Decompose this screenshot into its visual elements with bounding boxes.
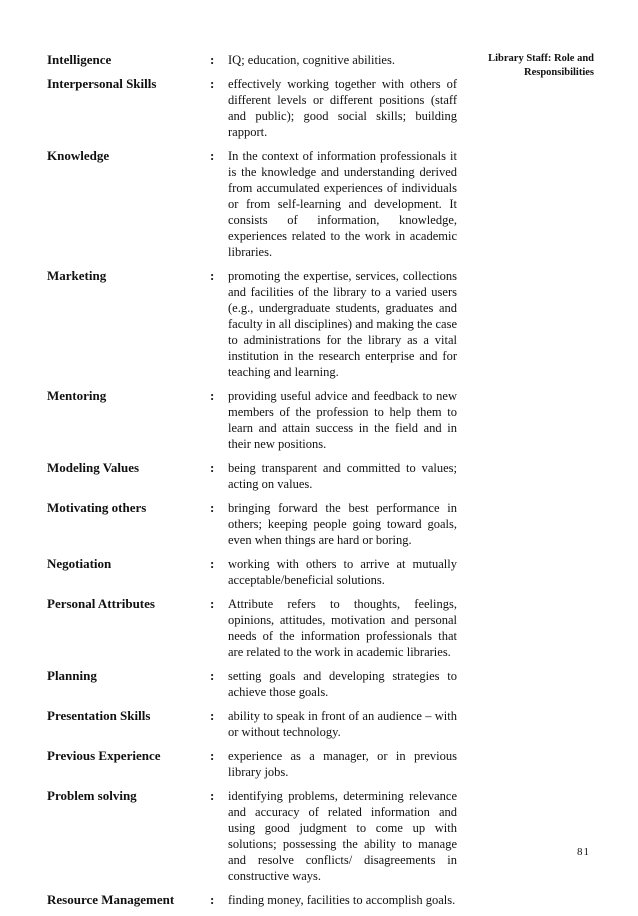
glossary-term: Modeling Values [47, 460, 140, 475]
term-separator: : [210, 892, 215, 907]
page-number: 81 [577, 846, 590, 858]
term-separator: : [210, 52, 215, 67]
glossary-definition: identifying problems, determining relevance and accuracy of related information and using good judgment to come up with solutions; possessing the ability to manage and resolve conflicts/ disagreements in constructive ways. [228, 789, 457, 883]
glossary-term: Resource Management [47, 892, 175, 907]
glossary-entry [47, 76, 457, 140]
glossary-entry [47, 668, 457, 700]
glossary-entry [47, 788, 457, 884]
glossary-definition: IQ; education, cognitive abilities. [228, 53, 395, 67]
glossary-definition: Attribute refers to thoughts, feelings, opinions, attitudes, motivation and personal needs of the information professionals that are related to the work in academic libraries. [228, 597, 457, 659]
term-separator: : [210, 596, 215, 611]
running-header: Library Staff: Role and Responsibilities [488, 53, 594, 78]
glossary-term: Knowledge [47, 148, 110, 163]
glossary-definition: bringing forward the best performance in others; keeping people going toward goals, even when things are hard or boring. [228, 501, 457, 547]
glossary-definition: working with others to arrive at mutually acceptable/beneficial solutions. [228, 557, 457, 587]
glossary-term: Intelligence [47, 52, 112, 67]
glossary-term: Marketing [47, 268, 107, 283]
glossary-term: Mentoring [47, 388, 107, 403]
term-separator: : [210, 460, 215, 475]
glossary-definition: In the context of information professionals it is the knowledge and understanding derived from accumulated experiences of individuals or from self-learning and development. It consists of information, knowledge, experiences related to the work in academic libraries. [228, 149, 457, 259]
glossary-term: Previous Experience [47, 748, 161, 763]
glossary-term: Personal Attributes [47, 596, 155, 611]
glossary-term: Negotiation [47, 556, 112, 571]
glossary-entry [47, 892, 457, 908]
glossary-entry [47, 556, 457, 588]
glossary-definition: experience as a manager, or in previous library jobs. [228, 749, 457, 779]
glossary-term: Planning [47, 668, 97, 683]
glossary-term: Interpersonal Skills [47, 76, 157, 91]
glossary-definition: ability to speak in front of an audience – with or without technology. [228, 709, 457, 739]
glossary-entry [47, 52, 457, 68]
term-separator: : [210, 788, 215, 803]
glossary-entry [47, 460, 457, 492]
term-separator: : [210, 388, 215, 403]
term-separator: : [210, 556, 215, 571]
glossary-definition: finding money, facilities to accomplish goals. [228, 893, 456, 907]
glossary-entry [47, 268, 457, 380]
glossary-term: Problem solving [47, 788, 137, 803]
term-separator: : [210, 268, 215, 283]
term-separator: : [210, 748, 215, 763]
glossary-definition: providing useful advice and feedback to new members of the profession to help them to learn and attain success in the field and in their new positions. [228, 389, 457, 451]
glossary-term: Motivating others [47, 500, 147, 515]
glossary-definition: promoting the expertise, services, collections and facilities of the library to a varied users (e.g., undergraduate students, graduates and faculty in all disciplines) and making the case to administrations for the library as a vital institution in the research enterprise and for teaching and learning. [228, 269, 457, 379]
glossary-entry [47, 748, 457, 780]
term-separator: : [210, 708, 215, 723]
glossary-list [47, 52, 457, 916]
glossary-definition: being transparent and committed to values; acting on values. [228, 461, 457, 491]
glossary-entry [47, 708, 457, 740]
term-separator: : [210, 76, 215, 91]
term-separator: : [210, 668, 215, 683]
glossary-definition: effectively working together with others of different levels or different positions (staff and public); good social skills; building rapport. [228, 77, 457, 139]
glossary-entry [47, 388, 457, 452]
glossary-definition: setting goals and developing strategies to achieve those goals. [228, 669, 457, 699]
glossary-entry [47, 148, 457, 260]
term-separator: : [210, 500, 215, 515]
glossary-term: Presentation Skills [47, 708, 151, 723]
term-separator: : [210, 148, 215, 163]
glossary-entry [47, 500, 457, 548]
glossary-entry [47, 596, 457, 660]
